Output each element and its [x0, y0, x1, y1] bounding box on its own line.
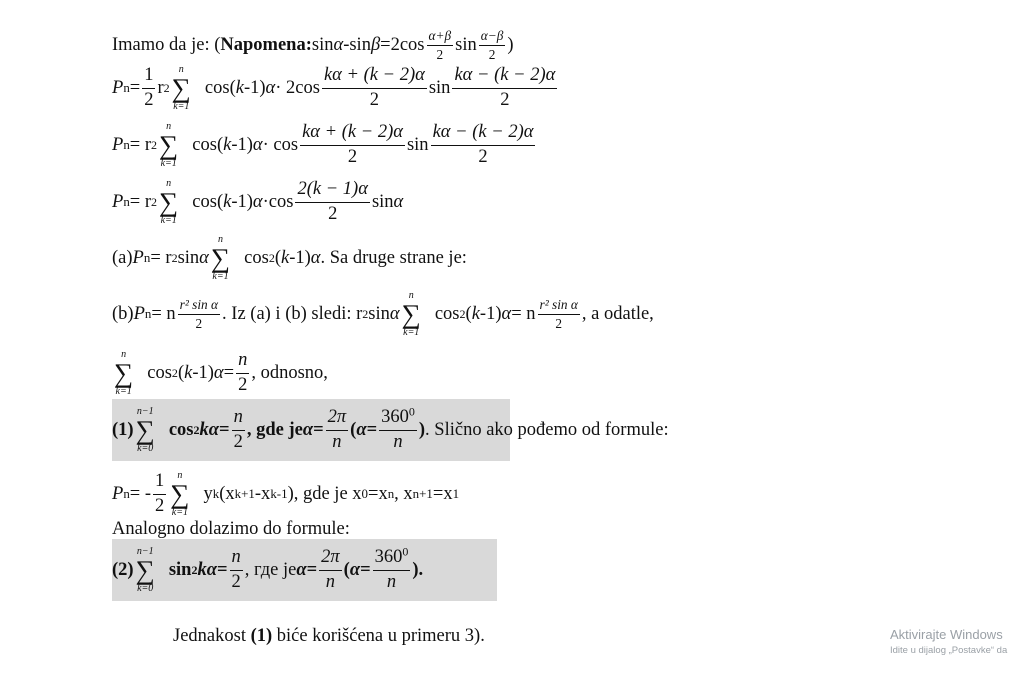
fraction-n-half: $\frac{n}{2}$	[238, 350, 248, 395]
formula-pn-shoelace: P n = - $\frac{1}{2}$ n ∑ k=1 y k (x k+1 -x k-1 ), gde je x 0 =x n , x n+1 =x 1	[112, 470, 460, 519]
sum-symbol: n ∑ k=1	[401, 290, 421, 339]
fraction-360-over-n: $\frac{360^0}{n}$	[381, 404, 415, 452]
fraction-n-half: $\frac{n}{2}$	[233, 407, 243, 452]
formula-b: (b) P n = n $\frac{\text{r² sin α}}{2}$ . Iz (a) i (b) sledi: r 2 sin α n ∑ k=1 cos 2 ( k -1) α = n $\frac{\text{r² sin α}}{2}$ , a odatle,	[112, 290, 654, 339]
fraction-one-half: $\frac{1}{2}$	[155, 471, 165, 516]
fraction-diff-angle: $\frac{k\alpha - (k - 2)\alpha}{2}$	[454, 65, 556, 110]
formula-pn-1: P n = $\frac{1}{2}$ r 2 n ∑ k=1 cos( k -1) α · 2cos $\frac{k\alpha + (k - 2)\alpha}{2}$ sin $\frac{k\alpha - (k - 2)\alpha}{2}$	[112, 64, 556, 113]
text-jednakost: Jednakost (1) biće korišćena u primeru 3).	[173, 626, 485, 646]
sum-symbol: n−1 ∑ k=0	[135, 546, 155, 595]
sum-symbol: n ∑ k=1	[171, 64, 191, 113]
formula-pn-2: P n = r 2 n ∑ k=1 cos( k -1) α · cos $\frac{k\alpha + (k - 2)\alpha}{2}$ sin $\frac{k\alpha - (k - 2)\alpha}{2}$	[112, 121, 534, 170]
sum-symbol: n−1 ∑ k=0	[135, 406, 155, 455]
fraction-one-half: $\frac{1}{2}$	[144, 65, 154, 110]
formula-a: (a) P n = r 2 sin α n ∑ k=1 cos 2 ( k -1) α . Sa druge strane je:	[112, 234, 467, 283]
fraction-r2-sin-alpha: $\frac{\text{r² sin α}}{2}$	[539, 296, 578, 331]
fraction-sum-angle: $\frac{k\alpha + (k - 2)\alpha}{2}$	[302, 122, 403, 167]
text-analogno: Analogno dolazimo do formule:	[112, 519, 350, 539]
sum-symbol: n ∑ k=1	[210, 234, 231, 283]
fraction-two-pi-over-n: $\frac{2\pi}{n}$	[327, 407, 347, 452]
formula-pn-3: P n = r 2 n ∑ k=1 cos( k -1) α ·cos $\frac{2(k - 1)\alpha}{2}$ sin α	[112, 178, 404, 227]
sum-symbol: n ∑ k=1	[159, 178, 179, 227]
fraction-alpha-plus-beta: $\frac{\alpha+\beta}{2}$	[428, 28, 452, 62]
fraction-360-over-n: $\frac{360^0}{n}$	[374, 544, 409, 592]
fraction-n-half: $\frac{n}{2}$	[231, 547, 241, 592]
line-napomena: Imamo da je: ( Napomena: sin α -sin β =2cos $\frac{\alpha+\beta}{2}$ sin $\frac{\alpha-\beta}{2}$ )	[112, 28, 514, 62]
sum-symbol: n ∑ k=1	[114, 349, 134, 398]
fraction-r2-sin-alpha: $\frac{\text{r² sin α}}{2}$	[179, 296, 219, 331]
fraction-alpha-minus-beta: $\frac{\alpha-\beta}{2}$	[480, 28, 504, 62]
fraction-diff-angle: $\frac{k\alpha - (k - 2)\alpha}{2}$	[432, 122, 534, 167]
fraction-sum-angle: $\frac{k\alpha + (k - 2)\alpha}{2}$	[323, 65, 425, 110]
sum-symbol: n ∑ k=1	[170, 470, 190, 519]
sum-symbol: n ∑ k=1	[159, 121, 179, 170]
formula-2: (2) n−1 ∑ k=0 sin 2 kα = $\frac{n}{2}$ , где је α = $\frac{2\pi}{n}$ ( α = $\frac{360^0}{n}$ ).	[112, 544, 424, 595]
formula-sum-cos-squared: n ∑ k=1 cos 2 ( k -1) α = $\frac{n}{2}$ , odnosno,	[114, 349, 328, 398]
windows-activation-subtitle: Idite u dijalog „Postavke“ da	[890, 645, 1008, 656]
fraction-two-pi-over-n: $\frac{2\pi}{n}$	[321, 547, 340, 592]
fraction-two-k-minus-one: $\frac{2(k - 1)\alpha}{2}$	[297, 179, 368, 224]
windows-activation-title: Aktivirajte Windows	[890, 627, 1003, 642]
formula-1: (1) n−1 ∑ k=0 cos 2 kα = $\frac{n}{2}$ , gde je α = $\frac{2\pi}{n}$ ( α = $\frac{360^0}{n}$ ) . Slično ako pođemo od formule:	[112, 404, 669, 455]
